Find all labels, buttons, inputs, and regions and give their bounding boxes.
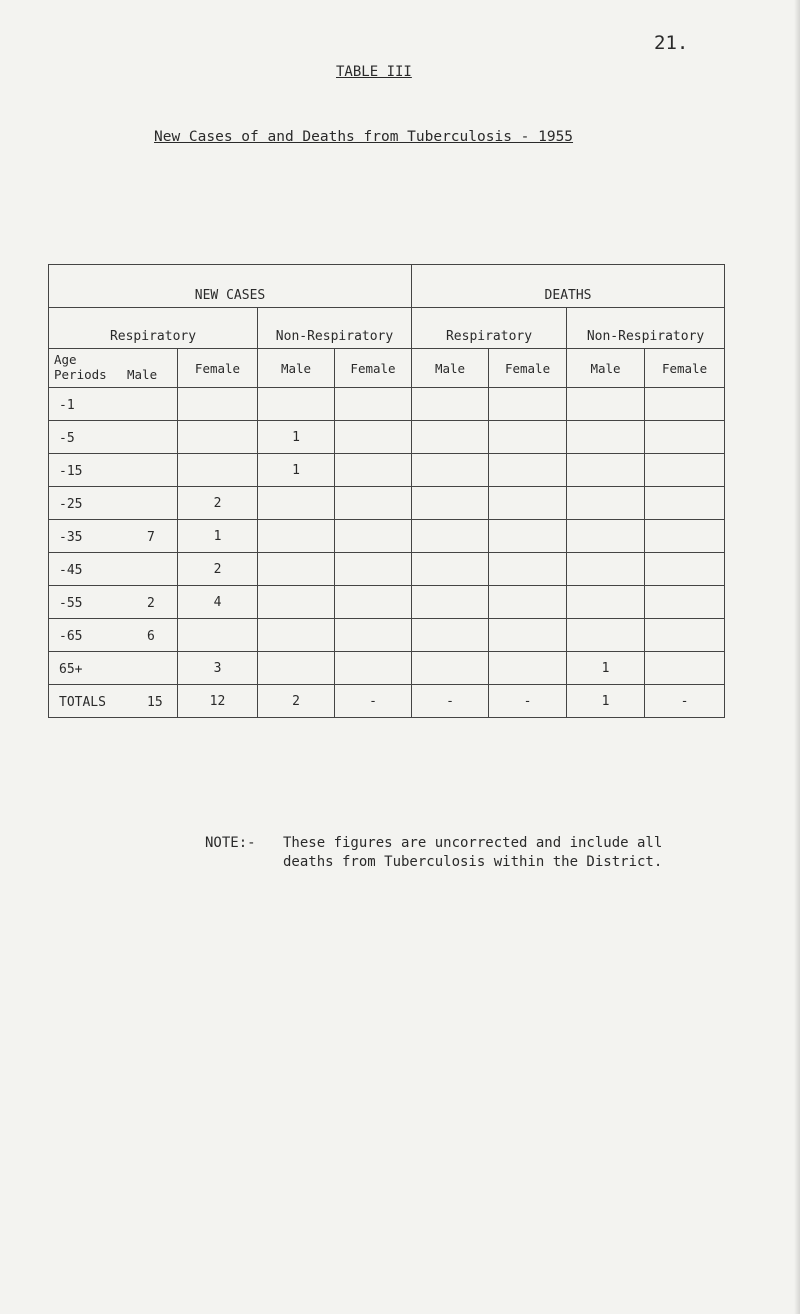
new-resp-male: 6 bbox=[147, 629, 155, 644]
table-row bbox=[49, 520, 725, 553]
death-resp-female bbox=[489, 454, 567, 487]
header-periods-label: Periods bbox=[54, 367, 107, 382]
new-resp-female: 2 bbox=[178, 487, 258, 520]
death-nonresp-male bbox=[567, 421, 645, 454]
new-resp-female bbox=[178, 388, 258, 421]
header-new-cases: NEW CASES bbox=[49, 265, 412, 308]
new-nonresp-male bbox=[258, 652, 335, 685]
death-resp-female bbox=[489, 388, 567, 421]
age-period: -25 bbox=[59, 497, 83, 512]
totals-row bbox=[49, 685, 725, 718]
age-cell bbox=[49, 685, 178, 718]
death-nonresp-female bbox=[645, 388, 725, 421]
table-row bbox=[49, 454, 725, 487]
death-nonresp-female bbox=[645, 553, 725, 586]
new-nonresp-male bbox=[258, 388, 335, 421]
new-nonresp-female bbox=[335, 520, 412, 553]
death-resp-male bbox=[412, 487, 489, 520]
new-resp-female: 4 bbox=[178, 586, 258, 619]
table-row bbox=[49, 652, 725, 685]
new-nonresp-male: 1 bbox=[258, 454, 335, 487]
death-nonresp-female bbox=[645, 421, 725, 454]
death-resp-female bbox=[489, 652, 567, 685]
new-nonresp-male bbox=[258, 553, 335, 586]
death-resp-female bbox=[489, 487, 567, 520]
table-row bbox=[49, 553, 725, 586]
age-period: -35 bbox=[59, 530, 83, 545]
death-nonresp-female bbox=[645, 454, 725, 487]
new-nonresp-female bbox=[335, 454, 412, 487]
death-resp-male bbox=[412, 388, 489, 421]
new-resp-female: 1 bbox=[178, 520, 258, 553]
death-resp-female bbox=[489, 586, 567, 619]
death-resp-male bbox=[412, 586, 489, 619]
death-resp-male: - bbox=[412, 685, 489, 718]
age-period: -5 bbox=[59, 431, 75, 446]
age-period: -45 bbox=[59, 563, 83, 578]
death-nonresp-male bbox=[567, 454, 645, 487]
age-period: -55 bbox=[59, 596, 83, 611]
header-male: Male bbox=[567, 349, 645, 388]
new-nonresp-male bbox=[258, 520, 335, 553]
death-nonresp-female bbox=[645, 586, 725, 619]
new-resp-female: 12 bbox=[178, 685, 258, 718]
death-nonresp-female bbox=[645, 520, 725, 553]
table-row bbox=[49, 421, 725, 454]
new-resp-female bbox=[178, 421, 258, 454]
new-nonresp-female bbox=[335, 388, 412, 421]
new-nonresp-female bbox=[335, 421, 412, 454]
age-cell bbox=[49, 520, 178, 553]
death-resp-male bbox=[412, 454, 489, 487]
new-nonresp-female bbox=[335, 652, 412, 685]
age-cell bbox=[49, 652, 178, 685]
header-male: Male bbox=[412, 349, 489, 388]
header-deaths: DEATHS bbox=[412, 265, 725, 308]
new-nonresp-male bbox=[258, 586, 335, 619]
note-label: NOTE:- bbox=[205, 835, 256, 851]
death-resp-female bbox=[489, 520, 567, 553]
age-period: 65+ bbox=[59, 662, 83, 677]
death-nonresp-male bbox=[567, 619, 645, 652]
table-row bbox=[49, 388, 725, 421]
new-nonresp-female: - bbox=[335, 685, 412, 718]
age-period: -1 bbox=[59, 398, 75, 413]
age-cell bbox=[49, 388, 178, 421]
note-text: These figures are uncorrected and include all deaths from Tuberculosis within the District. bbox=[283, 835, 663, 870]
header-row-top bbox=[49, 265, 725, 308]
new-resp-female: 2 bbox=[178, 553, 258, 586]
death-nonresp-female bbox=[645, 487, 725, 520]
age-cell bbox=[49, 553, 178, 586]
death-resp-male bbox=[412, 652, 489, 685]
new-resp-male: 7 bbox=[147, 530, 155, 545]
death-nonresp-male bbox=[567, 487, 645, 520]
new-nonresp-female bbox=[335, 586, 412, 619]
header-row-bottom bbox=[49, 349, 725, 388]
page-number: 21. bbox=[654, 32, 689, 54]
header-female: Female bbox=[645, 349, 725, 388]
death-nonresp-male: 1 bbox=[567, 652, 645, 685]
death-resp-female bbox=[489, 421, 567, 454]
header-female: Female bbox=[489, 349, 567, 388]
death-resp-male bbox=[412, 421, 489, 454]
age-period: -15 bbox=[59, 464, 83, 479]
death-nonresp-male bbox=[567, 586, 645, 619]
age-cell bbox=[49, 421, 178, 454]
new-nonresp-female bbox=[335, 619, 412, 652]
death-nonresp-female bbox=[645, 619, 725, 652]
death-resp-male bbox=[412, 619, 489, 652]
age-cell bbox=[49, 454, 178, 487]
new-resp-female bbox=[178, 619, 258, 652]
new-resp-male: 2 bbox=[147, 596, 155, 611]
header-male-label: Male bbox=[127, 367, 158, 382]
new-nonresp-male bbox=[258, 487, 335, 520]
totals-label: TOTALS bbox=[59, 695, 106, 710]
death-nonresp-male: 1 bbox=[567, 685, 645, 718]
death-nonresp-male bbox=[567, 520, 645, 553]
header-male: Male bbox=[258, 349, 335, 388]
age-cell bbox=[49, 487, 178, 520]
death-nonresp-male bbox=[567, 388, 645, 421]
death-nonresp-male bbox=[567, 553, 645, 586]
death-resp-female bbox=[489, 553, 567, 586]
new-nonresp-female bbox=[335, 553, 412, 586]
tuberculosis-table bbox=[48, 264, 725, 718]
age-period: -65 bbox=[59, 629, 83, 644]
table-row bbox=[49, 619, 725, 652]
new-resp-female: 3 bbox=[178, 652, 258, 685]
header-deaths-non-respiratory: Non-Respiratory bbox=[567, 308, 725, 349]
new-resp-female bbox=[178, 454, 258, 487]
table-label: TABLE III bbox=[336, 64, 412, 80]
header-age-label: Age bbox=[54, 352, 77, 367]
header-age-periods-male bbox=[49, 349, 178, 388]
table-row bbox=[49, 586, 725, 619]
header-female: Female bbox=[335, 349, 412, 388]
age-cell bbox=[49, 586, 178, 619]
table-heading: New Cases of and Deaths from Tuberculosis - 1955 bbox=[154, 129, 574, 145]
header-row-middle bbox=[49, 308, 725, 349]
new-nonresp-male: 2 bbox=[258, 685, 335, 718]
table-row bbox=[49, 487, 725, 520]
death-resp-female bbox=[489, 619, 567, 652]
header-female: Female bbox=[178, 349, 258, 388]
page-edge-shadow bbox=[794, 0, 800, 1314]
death-nonresp-female: - bbox=[645, 685, 725, 718]
death-resp-female: - bbox=[489, 685, 567, 718]
header-new-cases-non-respiratory: Non-Respiratory bbox=[258, 308, 412, 349]
header-deaths-respiratory: Respiratory bbox=[412, 308, 567, 349]
death-resp-male bbox=[412, 553, 489, 586]
new-resp-male: 15 bbox=[147, 695, 163, 710]
new-nonresp-female bbox=[335, 487, 412, 520]
death-nonresp-female bbox=[645, 652, 725, 685]
death-resp-male bbox=[412, 520, 489, 553]
new-nonresp-male: 1 bbox=[258, 421, 335, 454]
age-cell bbox=[49, 619, 178, 652]
new-nonresp-male bbox=[258, 619, 335, 652]
header-new-cases-respiratory: Respiratory bbox=[49, 308, 258, 349]
